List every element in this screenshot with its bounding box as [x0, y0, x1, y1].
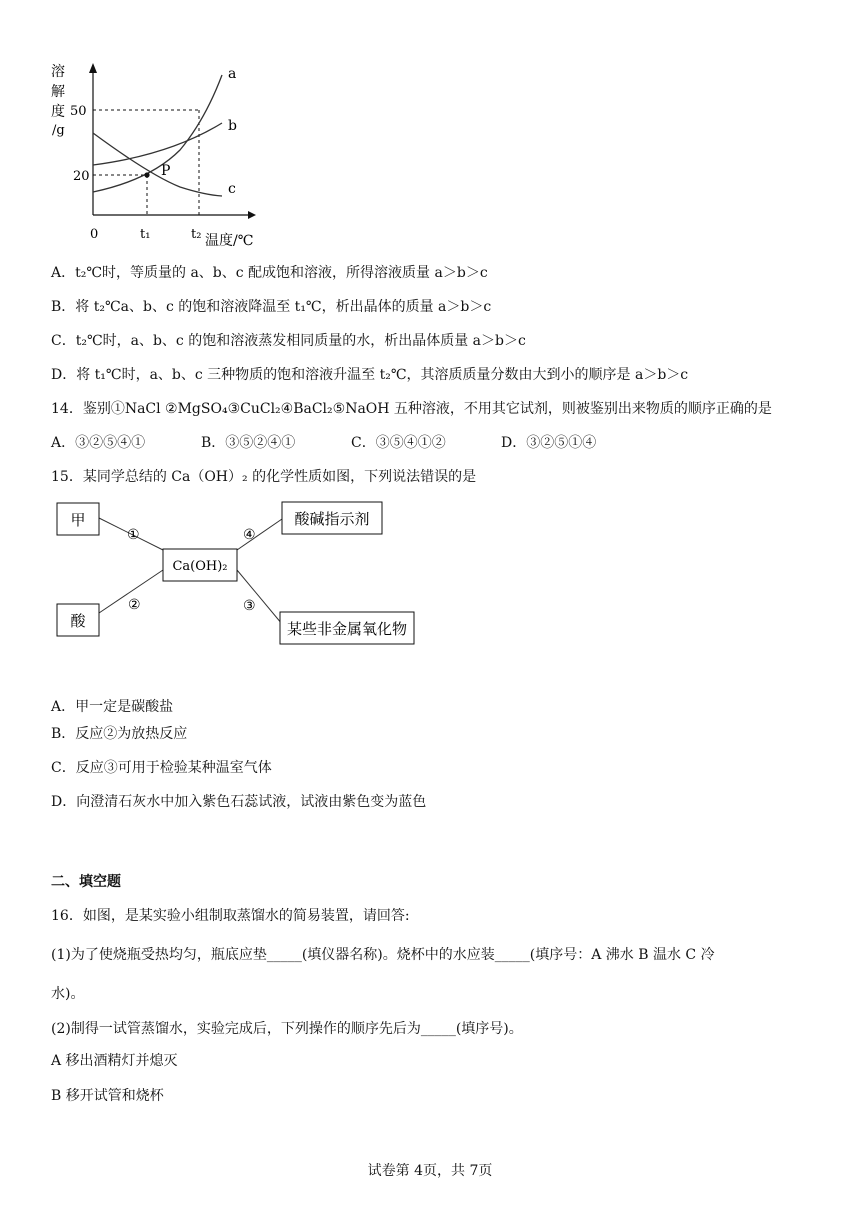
q15-stem: 15．某同学总结的 Ca（OH）₂ 的化学性质如图，下列说法错误的是	[51, 469, 477, 485]
box-caoh2: Ca(OH)₂	[172, 559, 228, 574]
q14-option-c: C．③⑤④①②	[351, 435, 446, 451]
x-tick-t1: t₁	[140, 227, 151, 242]
ylabel-char: 解	[51, 84, 65, 100]
box-nonmetal-oxide: 某些非金属氧化物	[286, 620, 408, 638]
curve-b	[93, 123, 222, 165]
q15-option-b: B．反应②为放热反应	[51, 726, 188, 742]
edge-label-4: ④	[243, 527, 256, 543]
y-tick-50: 50	[70, 104, 87, 119]
edge-label-3: ③	[243, 598, 256, 614]
y-tick-20: 20	[73, 169, 90, 184]
box-indicator: 酸碱指示剂	[294, 510, 370, 528]
x-axis-label: 温度/℃	[205, 233, 254, 249]
caoh2-diagram	[0, 490, 860, 660]
q16-part1-line2: 水)。	[51, 986, 85, 1002]
solubility-graph	[0, 0, 860, 260]
q13-option-d: D．将 t₁℃时，a、b、c 三种物质的饱和溶液升温至 t₂℃，其溶质质量分数由大到小的顺序是 a＞b＞c	[51, 367, 689, 383]
q13-option-a: A．t₂℃时，等质量的 a、b、c 配成饱和溶液，所得溶液质量 a＞b＞c	[51, 265, 488, 281]
curve-label-a: a	[228, 66, 237, 82]
q13-option-c: C．t₂℃时，a、b、c 的饱和溶液蒸发相同质量的水，析出晶体质量 a＞b＞c	[51, 333, 526, 349]
point-label-p: P	[161, 163, 171, 179]
q15-option-a: A．甲一定是碳酸盐	[51, 699, 174, 715]
edge-label-2: ②	[128, 597, 141, 613]
q15-option-d: D．向澄清石灰水中加入紫色石蕊试液，试液由紫色变为蓝色	[51, 794, 427, 810]
page-footer: 试卷第 4页，共 7页	[367, 1163, 493, 1179]
q14-option-b: B．③⑤②④①	[201, 435, 296, 451]
box-acid: 酸	[70, 612, 86, 630]
x-tick-t2: t₂	[191, 227, 202, 242]
q14-option-d: D．③②⑤①④	[501, 435, 597, 451]
x-tick-0: 0	[90, 227, 99, 242]
q15-option-c: C．反应③可用于检验某种温室气体	[51, 760, 272, 776]
curve-label-b: b	[228, 118, 237, 134]
curve-label-c: c	[228, 181, 236, 197]
box-jia: 甲	[70, 511, 86, 529]
edge-label-1: ①	[127, 527, 140, 543]
q16-option-a: A 移出酒精灯并熄灭	[51, 1053, 178, 1069]
q14-option-a: A．③②⑤④①	[51, 435, 146, 451]
q13-option-b: B．将 t₂℃a、b、c 的饱和溶液降温至 t₁℃，析出晶体的质量 a＞b＞c	[51, 299, 492, 315]
point-p	[144, 172, 149, 177]
ylabel-char: /g	[52, 123, 65, 138]
q16-option-b: B 移开试管和烧杯	[51, 1088, 164, 1104]
q16-part2: (2)制得一试管蒸馏水，实验完成后，下列操作的顺序先后为_____(填序号)。	[51, 1021, 523, 1037]
ylabel-char: 度	[51, 104, 65, 120]
q16-stem: 16．如图，是某实验小组制取蒸馏水的简易装置，请回答:	[51, 908, 410, 924]
q14-stem: 14．鉴别①NaCl ②MgSO₄③CuCl₂④BaCl₂⑤NaOH 五种溶液，不用其它试剂，则被鉴别出来物质的顺序正确的是	[51, 401, 772, 417]
section-heading: 二、填空题	[51, 874, 121, 890]
q16-part1-line1: (1)为了使烧瓶受热均匀，瓶底应垫_____(填仪器名称)。烧杯中的水应装_____(填序号：A 沸水 B 温水 C 冷	[51, 947, 715, 963]
ylabel-char: 溶	[51, 64, 65, 80]
